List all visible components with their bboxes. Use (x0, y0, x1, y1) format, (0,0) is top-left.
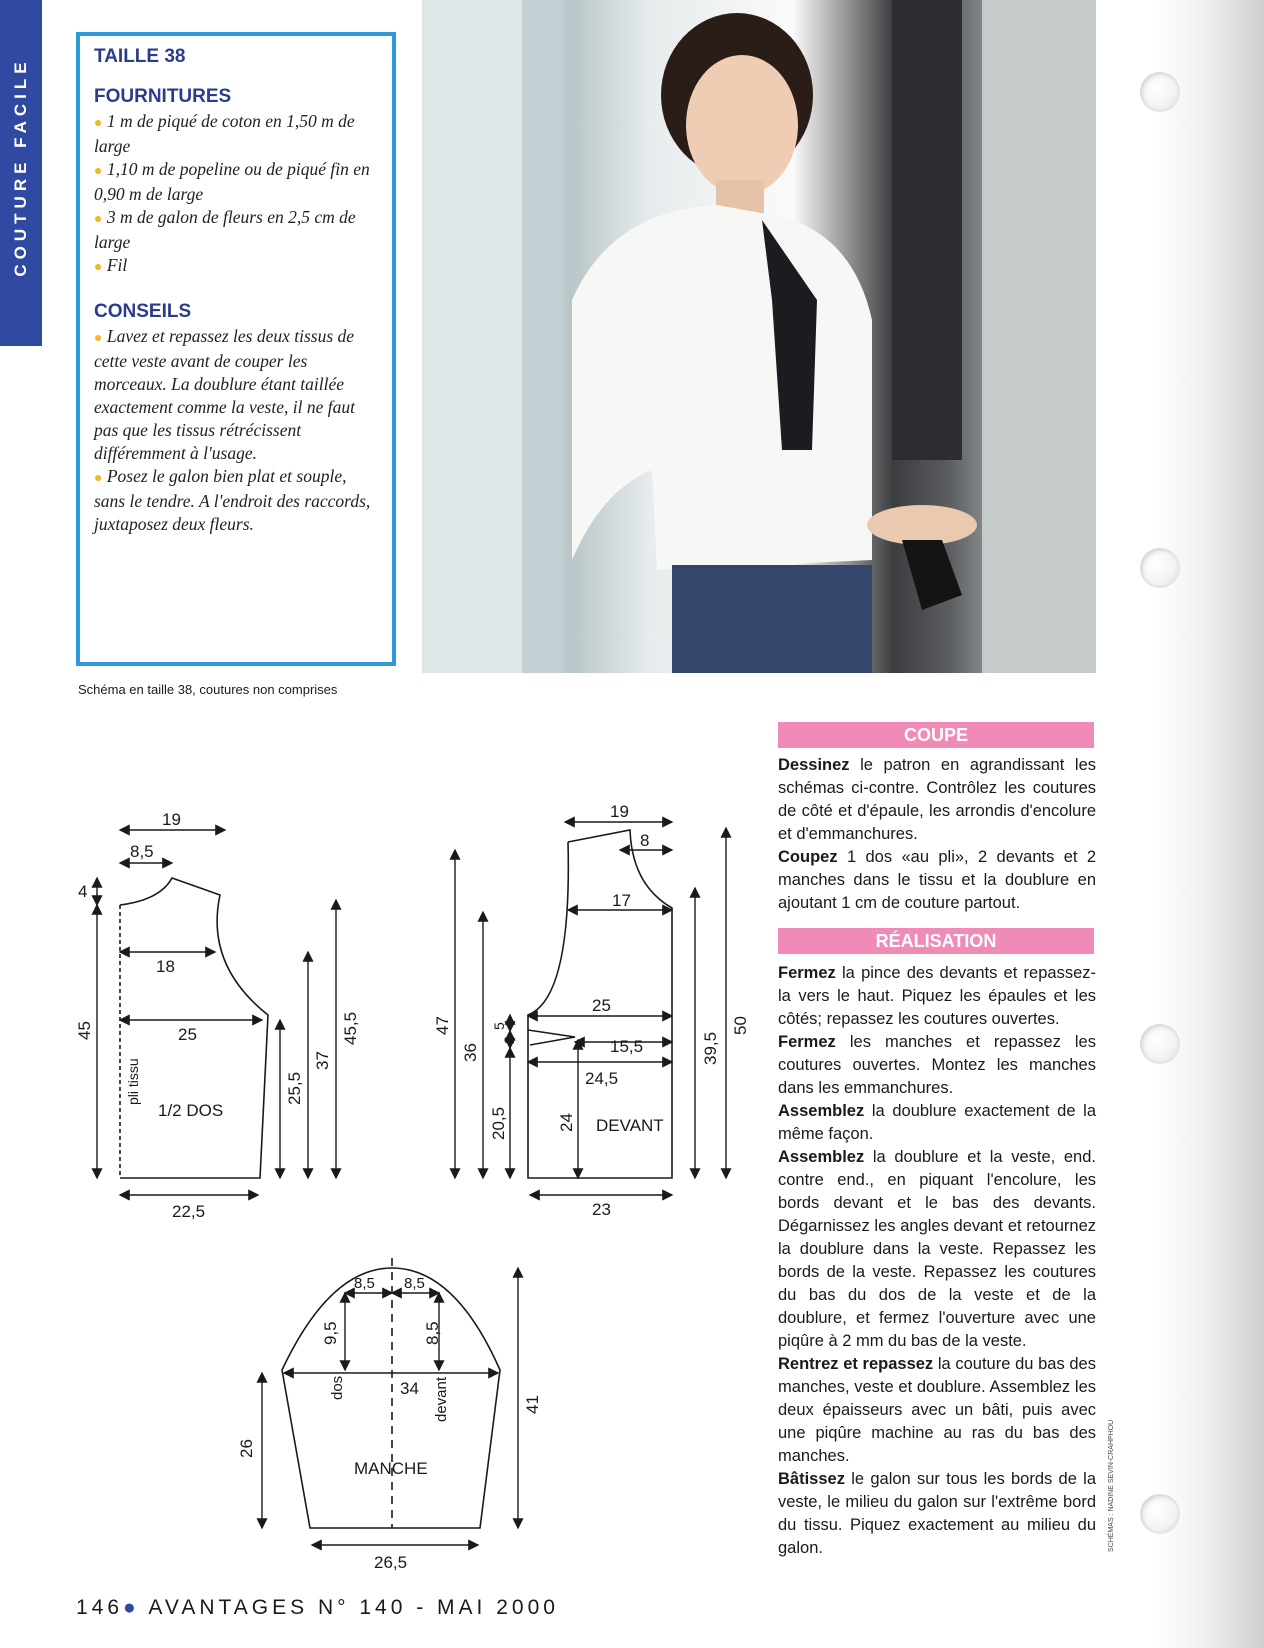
dim-label: 34 (400, 1379, 419, 1398)
coupe-text (778, 754, 1096, 915)
dim-label: 19 (610, 802, 629, 821)
schema-caption: Schéma en taille 38, coutures non comprises (78, 682, 338, 697)
side-strip (0, 0, 42, 346)
dim-label: 39,5 (701, 1031, 720, 1065)
dim-label: 41 (523, 1395, 542, 1414)
dim-label: 2 (501, 1036, 517, 1044)
list-item: ● 3 m de galon de fleurs en 2,5 cm de large (94, 207, 356, 252)
realisation-title: RÉALISATION (778, 928, 1094, 954)
page-footer (76, 1596, 559, 1620)
piece-label: MANCHE (354, 1459, 428, 1478)
binder-hole (1140, 1494, 1180, 1534)
dim-label: 47 (433, 1016, 452, 1035)
back-label: dos (329, 1375, 346, 1400)
paragraph: Fermez les manches et repassez les coutures ouvertes. Montez les manches dans les emmanchures. (778, 1033, 1096, 1097)
dim-label: 45 (75, 1021, 94, 1040)
dim-label: 45,5 (341, 1011, 360, 1045)
dim-label: 26,5 (374, 1553, 408, 1572)
paragraph: Fermez la pince des devants et repassez-la vers le haut. Piquez les épaules et les côtés; repassez les coutures ouvertes. (778, 964, 1096, 1028)
dim-label: 25,5 (285, 1071, 304, 1105)
dim-label: 8,5 (130, 842, 154, 861)
page-edge-shadow (1154, 0, 1264, 1648)
list-item: ● 1,10 m de popeline ou de piqué fin en 0,90 m de large (94, 159, 370, 204)
list-item: ● 1 m de piqué de coton en 1,50 m de large (94, 111, 355, 156)
dim-label: 24 (557, 1113, 576, 1132)
dim-label: 8,5 (354, 1275, 375, 1292)
dim-label: 8,5 (404, 1275, 425, 1292)
front-label: devant (433, 1376, 450, 1422)
list-item: ● Fil (94, 255, 128, 275)
supplies-box (76, 32, 396, 666)
paragraph: Assemblez la doublure et la veste, end. contre end., en piquant l'encolure, les bords devant et le bas des devants. Dégarnissez les angles devant et retournez la doublure dans la veste. Repassez les bords de la veste. Repassez les coutures du bas du dos de la veste et de la doublure, et fermez l'ouverture avec une piqûre à 2 mm du bas de la veste. (778, 1148, 1096, 1350)
dim-label: 26 (237, 1439, 256, 1458)
piece-label: 1/2 DOS (158, 1101, 224, 1120)
dim-label: 25 (178, 1025, 197, 1044)
dim-label: 24,5 (585, 1069, 619, 1088)
piece-label: DEVANT (596, 1116, 664, 1135)
conseils-title: CONSEILS (94, 301, 192, 322)
dim-label: 15,5 (610, 1037, 644, 1056)
dim-label: 8,5 (423, 1321, 442, 1345)
pattern-diagrams (0, 700, 780, 1580)
page-number: 146 (76, 1596, 124, 1619)
paragraph: Rentrez et repassez la couture du bas des manches, veste et doublure. Assemblez les deux épaisseurs avec un bâti, puis avec une piqûre machine au ras du bas des manches. (778, 1355, 1096, 1465)
binder-hole (1140, 1024, 1180, 1064)
fold-label: pli tissu (125, 1058, 141, 1105)
realisation-text (778, 962, 1096, 1560)
photo-credit: SCHÉMAS : NADINE SEVIN-CRAHPHOU (1108, 1419, 1115, 1552)
coupe-title: COUPE (778, 722, 1094, 748)
bullet-icon: ● (123, 1596, 140, 1619)
list-item: ● Posez le galon bien plat et souple, sans le tendre. A l'endroit des raccords, juxtaposez deux fleurs. (94, 466, 371, 534)
conseils-list (94, 325, 378, 536)
dim-label: 19 (162, 810, 181, 829)
paragraph: Bâtissez le galon sur tous les bords de la veste, le milieu du galon sur l'extrême bord du tissu. Piquez exactement au milieu du galon. (778, 1470, 1096, 1557)
binder-hole (1140, 548, 1180, 588)
fournitures-title: FOURNITURES (94, 86, 232, 107)
dim-label: 8 (640, 831, 650, 850)
list-item: ● Lavez et repassez les deux tissus de cette veste avant de couper les morceaux. La doublure étant taillée exactement comme la veste, il ne faut pas que les tissus rétrécissent différemment à l'usage. (94, 326, 355, 463)
dim-label: 4 (78, 882, 88, 901)
dim-label: 36 (461, 1043, 480, 1062)
dim-label: 5 (491, 1022, 507, 1030)
dim-label: 23 (592, 1200, 611, 1219)
binder-hole (1140, 72, 1180, 112)
dim-label: 18 (156, 957, 175, 976)
dim-label: 9,5 (321, 1321, 340, 1345)
paragraph: Coupez 1 dos «au pli», 2 devants et 2 manches dans le tissu et la doublure en ajoutant 1 cm de couture partout. (778, 848, 1096, 912)
size-title: TAILLE 38 (94, 46, 186, 67)
dim-label: 20,5 (489, 1106, 508, 1140)
dim-label: 22,5 (172, 1202, 206, 1221)
dim-label: 17 (612, 891, 631, 910)
section-label: COUTURE FACILE (11, 57, 30, 277)
dim-label: 50 (731, 1016, 750, 1035)
magazine-issue: AVANTAGES N° 140 - MAI 2000 (148, 1596, 559, 1619)
model-photo (422, 0, 1096, 673)
sleeve-piece (282, 1258, 500, 1528)
paragraph: Dessinez le patron en agrandissant les schémas ci-contre. Contrôlez les coutures de côté et d'épaule, les arrondis d'encolure et d'emmanchures. (778, 756, 1096, 843)
fournitures-list (94, 110, 378, 279)
paragraph: Assemblez la doublure exactement de la même façon. (778, 1102, 1096, 1143)
dim-label: 37 (313, 1051, 332, 1070)
dim-label: 25 (592, 996, 611, 1015)
